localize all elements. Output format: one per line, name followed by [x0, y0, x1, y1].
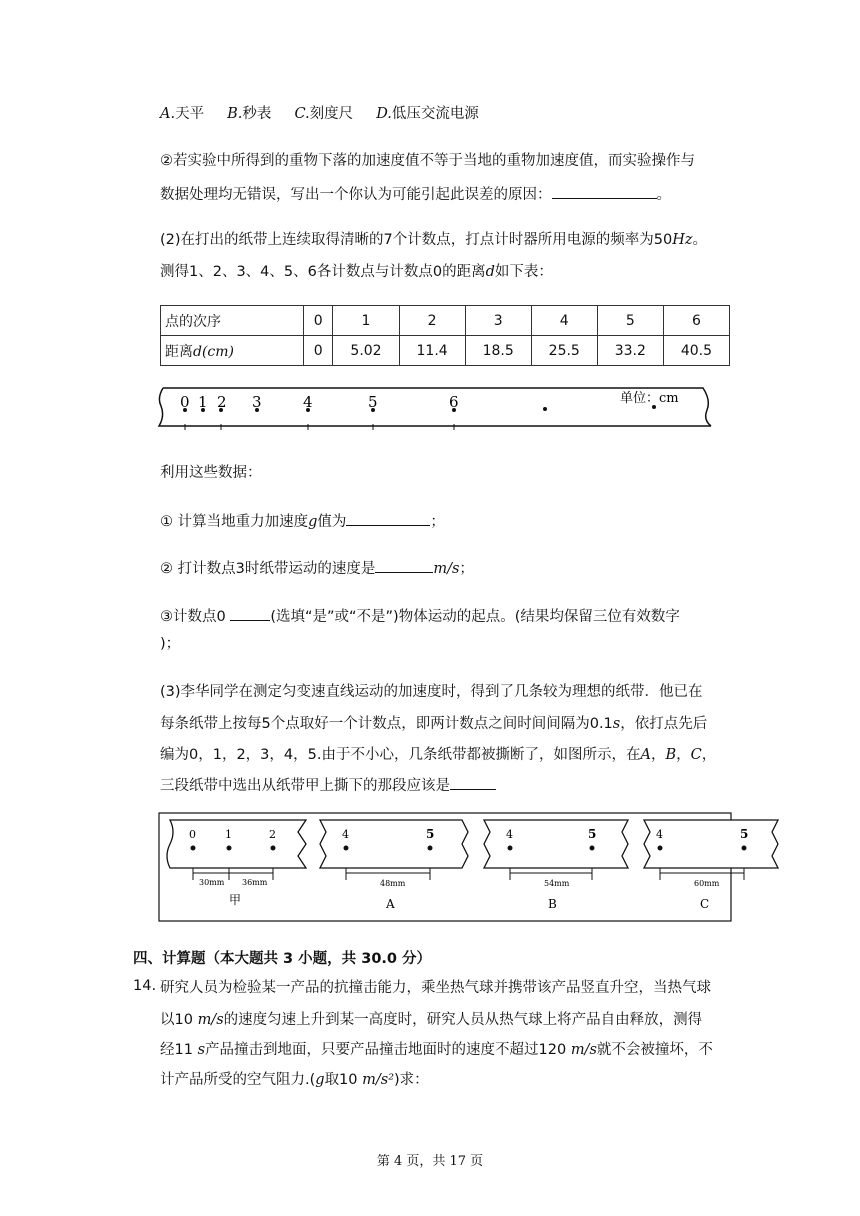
svg-text:2: 2	[269, 828, 276, 841]
option-c-text: 刻度尺	[309, 106, 354, 122]
svg-text:48mm: 48mm	[380, 879, 406, 888]
answer-blank[interactable]	[552, 184, 657, 199]
table-row	[161, 336, 730, 366]
table-header-cell: 距离d(cm)	[161, 336, 304, 366]
answer-blank[interactable]	[450, 775, 496, 790]
q1-options	[160, 104, 479, 124]
page-footer: 第 4 页，共 17 页	[376, 1154, 484, 1169]
table-cell: 25.5	[531, 336, 597, 366]
part3-line4: 三段纸带中选出从纸带甲上撕下的那段应该是	[160, 775, 496, 796]
tape-jia	[167, 820, 306, 868]
tape-label: 0	[180, 393, 190, 411]
part3-line3: 编为0，1，2，3，4，5.由于不小心，几条纸带都被撕断了，如图所示，在A，B，C，	[160, 747, 717, 763]
svg-text:54mm: 54mm	[544, 879, 570, 888]
svg-text:36mm: 36mm	[242, 878, 268, 887]
tape-unit-label: 单位：cm	[620, 391, 679, 406]
option-a-letter: A.	[160, 106, 176, 122]
option-d-letter: D.	[376, 106, 392, 122]
svg-text:4: 4	[342, 828, 349, 841]
question-number: 14.	[133, 978, 157, 994]
table-cell: 5	[597, 306, 663, 336]
part3-line1: (3)李华同学在测定匀变速直线运动的加速度时，得到了几条较为理想的纸带．他已在	[160, 684, 703, 700]
table-cell: 3	[465, 306, 531, 336]
tape-label: 6	[449, 393, 459, 411]
item1-line: ① 计算当地重力加速度g值为 ；	[160, 511, 445, 532]
svg-text:4: 4	[506, 828, 513, 841]
q14-line3: 经11 s产品撞击到地面，只要产品撞击地面时的速度不超过120 m/s就不会被撞坏，不	[160, 1042, 713, 1058]
option-a-text: 天平	[175, 106, 205, 122]
table-cell: 0	[304, 336, 333, 366]
item3-line2: )；	[160, 636, 181, 652]
tape-label: 2	[217, 393, 227, 411]
tape-label: 1	[198, 393, 208, 411]
table-cell: 11.4	[399, 336, 465, 366]
part2-line1: (2)在打出的纸带上连续取得清晰的7个计数点，打点计时器所用电源的频率为50Hz。	[160, 232, 708, 248]
item3-line: ③计数点0 (选填“是”或“不是”)物体运动的起点。(结果均保留三位有效数字	[160, 606, 680, 627]
answer-blank[interactable]	[230, 606, 270, 621]
q2-line2: 数据处理均无错误，写出一个你认为可能引起此误差的原因： 。	[160, 184, 671, 205]
q14-line1: 研究人员为检验某一产品的抗撞击能力，乘坐热气球并携带该产品竖直升空，当热气球	[160, 980, 711, 996]
tape-dot	[543, 407, 547, 411]
table-cell: 18.5	[465, 336, 531, 366]
use-data-line: 利用这些数据：	[160, 465, 262, 481]
tape-c-label: C	[700, 897, 710, 911]
tape-c	[644, 820, 778, 868]
distance-table	[160, 305, 730, 366]
q14-line2: 以10 m/s的速度匀速上升到某一高度时，研究人员从热气球上将产品自由释放，测得	[160, 1012, 703, 1028]
q2-line1: ②若实验中所得到的重物下落的加速度值不等于当地的重物加速度值，而实验操作与	[160, 153, 695, 169]
svg-text:5: 5	[426, 827, 435, 841]
option-d-text: 低压交流电源	[391, 106, 479, 122]
table-cell: 40.5	[663, 336, 729, 366]
option-b-text: 秒表	[242, 106, 272, 122]
table-header-cell: 点的次序	[161, 306, 304, 336]
table-cell: 4	[531, 306, 597, 336]
svg-text:60mm: 60mm	[694, 879, 720, 888]
table-cell: 33.2	[597, 336, 663, 366]
paper-tape-figure	[155, 380, 715, 432]
part3-line2: 每条纸带上按每5个点取好一个计数点，即两计数点之间时间间隔为0.1s，依打点先后	[160, 716, 708, 732]
tape-label: 4	[303, 393, 313, 411]
section-heading: 四、计算题（本大题共 3 小题，共 30.0 分）	[133, 951, 432, 967]
option-c-letter: C.	[294, 106, 310, 122]
q14-line4: 计产品所受的空气阻力.(g取10 m/s²)求：	[160, 1072, 429, 1088]
svg-text:0: 0	[189, 828, 196, 841]
table-row	[161, 306, 730, 336]
tape-label: 3	[252, 393, 262, 411]
tape-a-label: A	[386, 897, 395, 911]
item2-line: ② 打计数点3时纸带运动的速度是 m/s；	[160, 558, 474, 579]
svg-text:4: 4	[656, 828, 663, 841]
part2-line2: 测得1、2、3、4、5、6各计数点与计数点0的距离d如下表：	[160, 264, 553, 280]
tape-label: 5	[368, 393, 378, 411]
svg-text:1: 1	[225, 828, 232, 841]
answer-blank[interactable]	[346, 511, 430, 526]
tape-jia-label: 甲	[229, 893, 242, 907]
table-cell: 1	[333, 306, 399, 336]
tape-pieces-figure	[158, 810, 782, 924]
table-cell: 5.02	[333, 336, 399, 366]
svg-text:5: 5	[740, 827, 749, 841]
answer-blank[interactable]	[375, 558, 433, 573]
svg-text:5: 5	[588, 827, 597, 841]
table-cell: 6	[663, 306, 729, 336]
table-cell: 2	[399, 306, 465, 336]
table-cell: 0	[304, 306, 333, 336]
svg-text:30mm: 30mm	[199, 878, 225, 887]
tape-b-label: B	[548, 897, 557, 911]
option-b-letter: B.	[227, 106, 243, 122]
